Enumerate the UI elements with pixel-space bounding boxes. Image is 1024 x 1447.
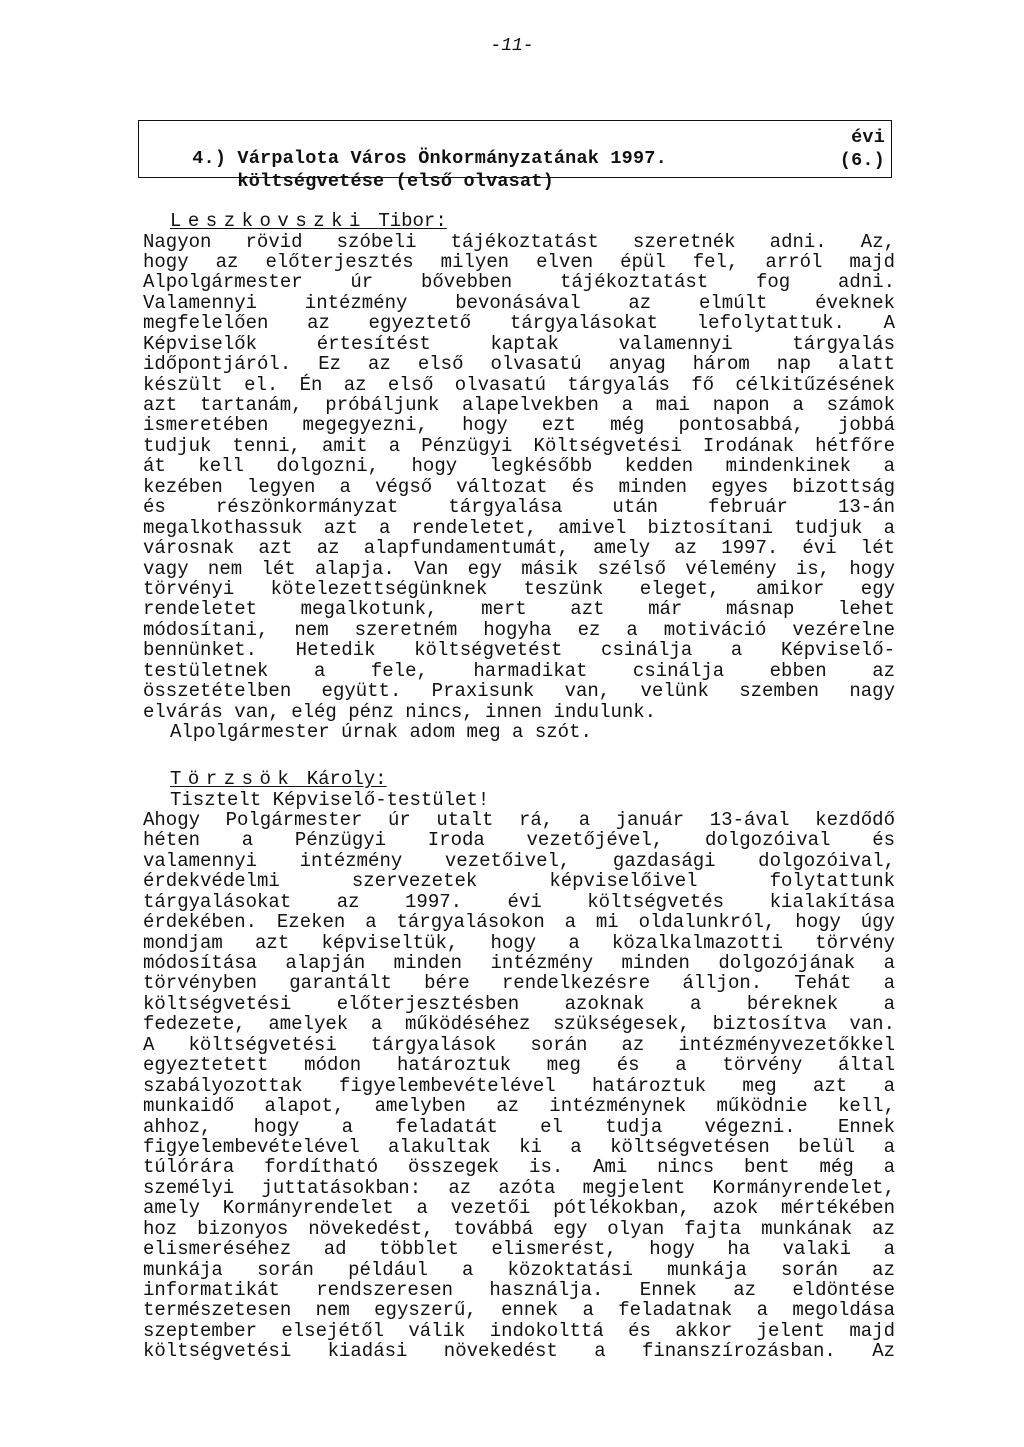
text-line: Tisztelt Képviselő-testület! <box>170 788 490 811</box>
text-line: érdekében. Ezeken a tárgyalásokon a mi oldalunkról, hogy úgy <box>143 911 895 934</box>
text-line: módosítása alapján minden intézmény minden dolgozójának a <box>143 952 895 974</box>
text-line: szeptember elsejétől válik indokolttá és akkor jelent majd <box>143 1319 895 1342</box>
text-line: hoz bizonyos növekedést, továbbá egy olyan fajta munkának az <box>143 1217 895 1240</box>
text-line: héten a Pénzügyi Iroda vezetőjével, dolgozóival és <box>143 829 895 852</box>
text-line: költségvetési előterjesztésben azoknak a béreknek a <box>143 992 895 1015</box>
speaker-heading <box>170 211 895 232</box>
text-line: Valamennyi intézmény bevonásával az elmúlt éveknek <box>143 291 895 314</box>
speech-text <box>143 790 895 1362</box>
text-line: túlórára fordítható összegek is. Ami nincs bent még a <box>143 1156 895 1179</box>
text-line: módosítani, nem szeretném hogyha ez a motiváció vezérelne <box>143 618 895 641</box>
text-line: megalkothassuk azt a rendeletet, amivel biztosítani tudjuk a <box>143 516 895 539</box>
speaker-surname: Leszkovszki <box>170 210 367 232</box>
text-line: A költségvetési tárgyalások során az intézményvezetőkkel <box>143 1033 895 1056</box>
text-line: elismeréséhez ad többlet elismerést, hogy ha valaki a <box>143 1238 895 1261</box>
speech-text <box>143 232 895 743</box>
text-line: Képviselők értesítést kaptak valamennyi tárgyalás <box>143 332 895 355</box>
text-line: időpontjáról. Ez az első olvasatú anyag három nap alatt <box>143 353 895 376</box>
text-line: költségvetési kiadási növekedést a finanszírozásban. Az <box>143 1340 895 1363</box>
text-line: mondjam azt képviseltük, hogy a közalkalmazotti törvény <box>143 931 895 954</box>
text-line: azt tartanám, próbáljunk alapelvekben a mai napon a számok <box>143 394 895 416</box>
text-line: ahhoz, hogy a feladatát el tudja végezni. Ennek <box>143 1115 895 1138</box>
speaker-given-name: Károly: <box>306 768 387 790</box>
text-line: készült el. Én az első olvasatú tárgyalás fő célkitűzésének <box>143 373 895 396</box>
text-line: valamennyi intézmény vezetőivel, gazdasági dolgozóival, <box>143 849 895 872</box>
agenda-item-box <box>138 120 892 192</box>
text-line: kezében legyen a végső változat és minden egyes bizottság <box>143 475 895 498</box>
agenda-title-text-2: költségvetése (első olvasat) <box>192 171 554 192</box>
text-line: elvárás van, elég pénz nincs, innen indulunk. <box>143 700 657 723</box>
agenda-item-number: (6.) <box>839 150 885 171</box>
text-line: tárgyalásokat az 1997. évi költségvetés kialakítása <box>143 890 895 913</box>
text-line: hogy az előterjesztés milyen elven épül fel, arról majd <box>143 250 895 273</box>
text-line: egyeztetett módon határoztuk meg és a törvény által <box>143 1054 895 1077</box>
text-line: ismeretében megegyezni, hogy ezt még pontosabbá, jobbá <box>143 414 895 437</box>
text-line: tudjuk tenni, amit a Pénzügyi Költségvetési Irodának hétfőre <box>143 434 895 457</box>
text-line: informatikát rendszeresen használja. Ennek az eldöntése <box>143 1279 895 1301</box>
text-line: amely Kormányrendelet a vezetői pótlékokban, azok mértékében <box>143 1197 895 1220</box>
text-line: vagy nem lét alapja. Van egy másik szélső vélemény is, hogy <box>143 557 895 580</box>
text-line: megfelelően az egyeztető tárgyalásokat lefolytattuk. A <box>143 312 895 335</box>
text-line: Nagyon rövid szóbeli tájékoztatást szeretnék adni. Az, <box>143 230 895 253</box>
text-line: munkája során például a közoktatási munkája során az <box>143 1258 895 1281</box>
speaker-given-name: Tibor: <box>378 210 447 232</box>
text-line: bennünket. Hetedik költségvetést csinálja a Képviselő- <box>143 639 895 662</box>
page-number: -11- <box>490 36 534 56</box>
text-line: törvényi kötelezettségünknek teszünk eleget, amikor egy <box>143 577 895 600</box>
text-line: figyelembevételével alakultak ki a költségvetésen belül a <box>143 1135 895 1158</box>
speech-leszkovszki <box>143 211 895 742</box>
agenda-title-text-1: 4.) Várpalota Város Önkormányzatának 1997. <box>192 148 667 169</box>
speaker-surname: Törzsök <box>170 768 296 790</box>
text-line: és részönkormányzat tárgyalása után február 13-án <box>143 496 895 519</box>
text-line: személyi juttatásokban: az azóta megjelent Kormányrendelet, <box>143 1176 895 1199</box>
text-line: összetételben együtt. Praxisunk van, velünk szemben nagy <box>143 680 895 703</box>
text-line: természetesen nem egyszerű, ennek a feladatnak a megoldása <box>143 1299 895 1322</box>
text-line: szabályozottak figyelembevételével határoztuk meg azt a <box>143 1074 895 1097</box>
text-line: érdekvédelmi szervezetek képviselőivel folytattunk <box>143 870 895 893</box>
text-line: fedezete, amelyek a működéséhez szükségesek, biztosítva van. <box>143 1013 895 1036</box>
speaker-heading <box>170 769 895 790</box>
text-line: át kell dolgozni, hogy legkésőbb kedden mindenkinek a <box>143 455 895 478</box>
text-line: törvényben garantált bére rendelkezésre álljon. Tehát a <box>143 972 895 995</box>
text-line: Ahogy Polgármester úr utalt rá, a január 13-ával kezdődő <box>143 808 895 831</box>
agenda-title-right-1: évi <box>851 127 885 148</box>
text-line: Alpolgármester úrnak adom meg a szót. <box>170 721 592 743</box>
text-line: munkaidő alapot, amelyben az intézménynek működnie kell, <box>143 1095 895 1118</box>
text-line: testületnek a fele, harmadikat csinálja ebben az <box>143 659 895 682</box>
text-line: rendeletet megalkotunk, mert azt már másnap lehet <box>143 598 895 621</box>
text-line: városnak azt az alapfundamentumát, amely az 1997. évi lét <box>143 537 895 560</box>
speech-torzsok <box>143 769 895 1362</box>
text-line: Alpolgármester úr bővebben tájékoztatást fog adni. <box>143 271 895 294</box>
